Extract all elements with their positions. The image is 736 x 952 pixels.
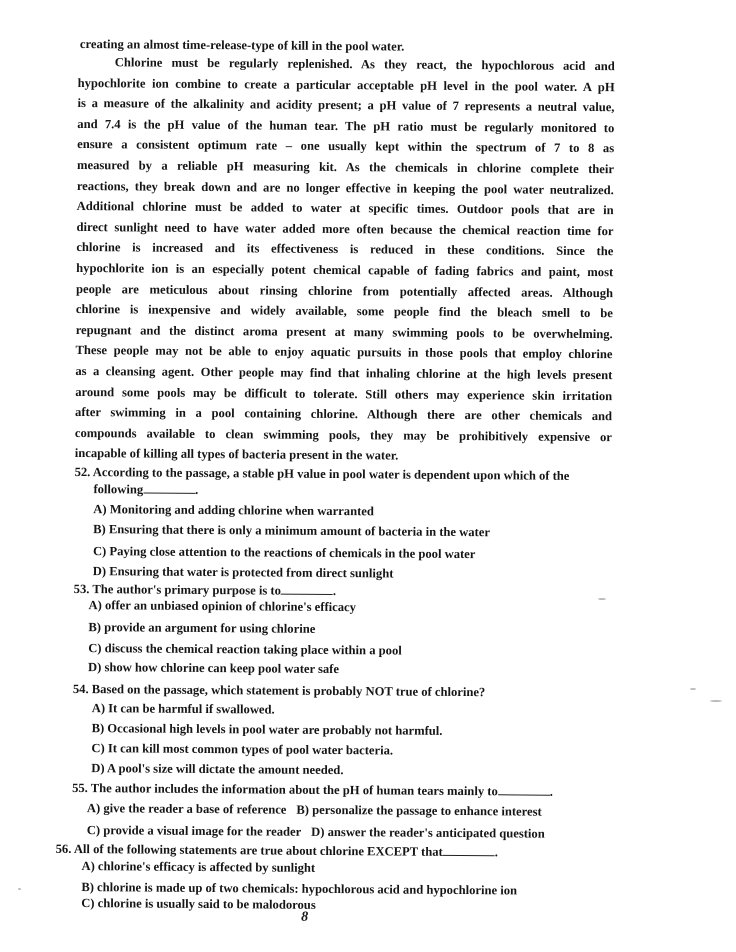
passage-line: reactions, they break down and are no longer effective in keeping the pool water neutralized. <box>76 178 614 197</box>
answer-blank <box>143 483 195 494</box>
passage-line: incapable of killing all types of bacteria present in the water. <box>74 446 399 463</box>
question-stem <box>75 465 570 484</box>
answer-blank <box>443 845 495 856</box>
passage-line: ensure a consistent optimum rate – one usually kept within the spectrum of 7 to 8 as <box>77 137 615 156</box>
answer-option[interactable]: C) It can kill most common types of pool water bacteria. <box>91 741 394 758</box>
passage-line: repugnant and the distinct aroma present at many swimming pools to be overwhelming. <box>75 322 613 341</box>
answer-option[interactable]: A) chlorine's efficacy is affected by sunlight <box>81 859 316 875</box>
answer-option[interactable]: C) Paying close attention to the reactions of chemicals in the pool water <box>92 544 476 562</box>
answer-option[interactable]: B) Occasional high levels in pool water are probably not harmful. <box>91 721 443 738</box>
page-number: 8 <box>301 909 309 925</box>
answer-option[interactable]: D) Ensuring that water is protected from direct sunlight <box>92 564 394 581</box>
answer-option[interactable]: B) personalize the passage to enhance interest <box>296 802 542 819</box>
passage-line: direct sunlight need to have water added more often because the chemical reaction time for <box>76 219 614 238</box>
question-number: 55. <box>72 780 88 796</box>
answer-option-row <box>87 801 542 820</box>
passage-line: chlorine is inexpensive and widely available, some people find the bleach smell to be <box>75 302 613 321</box>
question-stem: 56. All of the following statements are true about chlorine EXCEPT that . <box>55 841 499 860</box>
question-stem: following . <box>93 482 199 497</box>
passage-line: Additional chlorine must be added to water at specific times. Outdoor pools that are in <box>76 199 614 218</box>
passage-line: people are meticulous about rinsing chlorine from potentially affected areas. Although <box>75 281 614 300</box>
question-stem <box>73 682 485 700</box>
answer-option[interactable]: B) chlorine is made up of two chemicals: hypochlorous acid and hypochlorine ion <box>81 880 518 898</box>
passage-line: is a measure of the alkalinity and acidity present; a pH value of 7 represents a neutral value, <box>77 96 615 115</box>
answer-option[interactable]: C) discuss the chemical reaction taking place within a pool <box>88 641 402 658</box>
passage-line: and 7.4 is the pH value of the human tear. The pH ratio must be regularly monitored to <box>77 116 615 135</box>
scan-speck <box>18 888 21 890</box>
question-number: 56. <box>55 841 72 856</box>
passage-line: hypochlorite ion is an especially potent chemical capable of fading fabrics and paint, most <box>76 260 614 280</box>
passage-line: compounds available to clean swimming pools, they may be prohibitively expensive or <box>74 425 612 444</box>
question-stem-text: The author includes the information about the pH of human tears mainly to <box>90 781 498 799</box>
answer-option[interactable]: D) A pool's size will dictate the amount needed. <box>91 761 344 778</box>
answer-option[interactable]: A) offer an unbiased opinion of chlorine's efficacy <box>88 598 356 615</box>
passage-line: after swimming in a pool containing chlorine. Although there are other chemicals and <box>75 405 613 424</box>
passage-lead-line: creating an almost time-release-type of kill in the pool water. <box>79 37 405 54</box>
question-stem-text: The author's primary purpose is to <box>92 582 281 598</box>
question-number: 52. <box>74 464 91 480</box>
passage-line: hypochlorite ion combine to create a particular acceptable pH level in the pool water. A pH <box>77 75 615 94</box>
question-stem: 55. The author includes the information about the pH of human tears mainly to . <box>72 780 553 799</box>
passage-line: around some pools may be difficult to tolerate. Still others may experience skin irritation <box>75 384 613 403</box>
question-number: 53. <box>73 581 90 597</box>
answer-option[interactable]: D) show how chlorine can keep pool water safe <box>88 660 340 677</box>
passage-line: These people may not be able to enjoy aquatic pursuits in those pools that employ chlorine <box>75 343 613 362</box>
passage-line: chlorine is increased and its effectiveness is reduced in these conditions. Since the <box>76 240 614 259</box>
answer-blank <box>281 584 333 595</box>
question-stem-text: following <box>93 482 144 497</box>
question-stem: 53. The author's primary purpose is to . <box>73 581 337 599</box>
answer-option[interactable]: B) provide an argument for using chlorine <box>88 620 316 636</box>
question-stem-text: According to the passage, a stable pH value in pool water is dependent upon which of the <box>92 465 570 483</box>
answer-option-row <box>87 823 545 842</box>
answer-option[interactable]: C) provide a visual image for the reader <box>86 823 302 839</box>
passage-line: as a cleansing agent. Other people may find that inhaling chlorine at the high levels present <box>75 363 613 383</box>
answer-option[interactable]: A) give the reader a base of reference <box>86 801 287 817</box>
question-stem-text: Based on the passage, which statement is probably NOT true of chlorine? <box>91 682 486 700</box>
answer-option[interactable]: C) chlorine is usually said to be malodorous <box>81 896 316 912</box>
question-stem-text: All of the following statements are true about chlorine EXCEPT that <box>73 841 443 859</box>
answer-option[interactable]: A) It can be harmful if swallowed. <box>91 701 275 717</box>
scan-speck <box>598 598 606 600</box>
answer-option[interactable]: B) Ensuring that there is only a minimum amount of bacteria in the water <box>93 522 491 540</box>
scan-speck <box>690 688 696 690</box>
answer-option[interactable]: D) answer the reader's anticipated question <box>311 824 545 841</box>
passage-line: Chlorine must be regularly replenished. As they react, the hypochlorous acid and <box>114 55 615 74</box>
answer-option[interactable]: A) Monitoring and adding chlorine when warranted <box>93 502 374 519</box>
answer-blank <box>498 784 550 795</box>
scan-speck <box>710 700 722 702</box>
question-number: 54. <box>72 681 89 697</box>
passage-line: measured by a reliable pH measuring kit. As the chemicals in chlorine complete their <box>76 157 615 177</box>
